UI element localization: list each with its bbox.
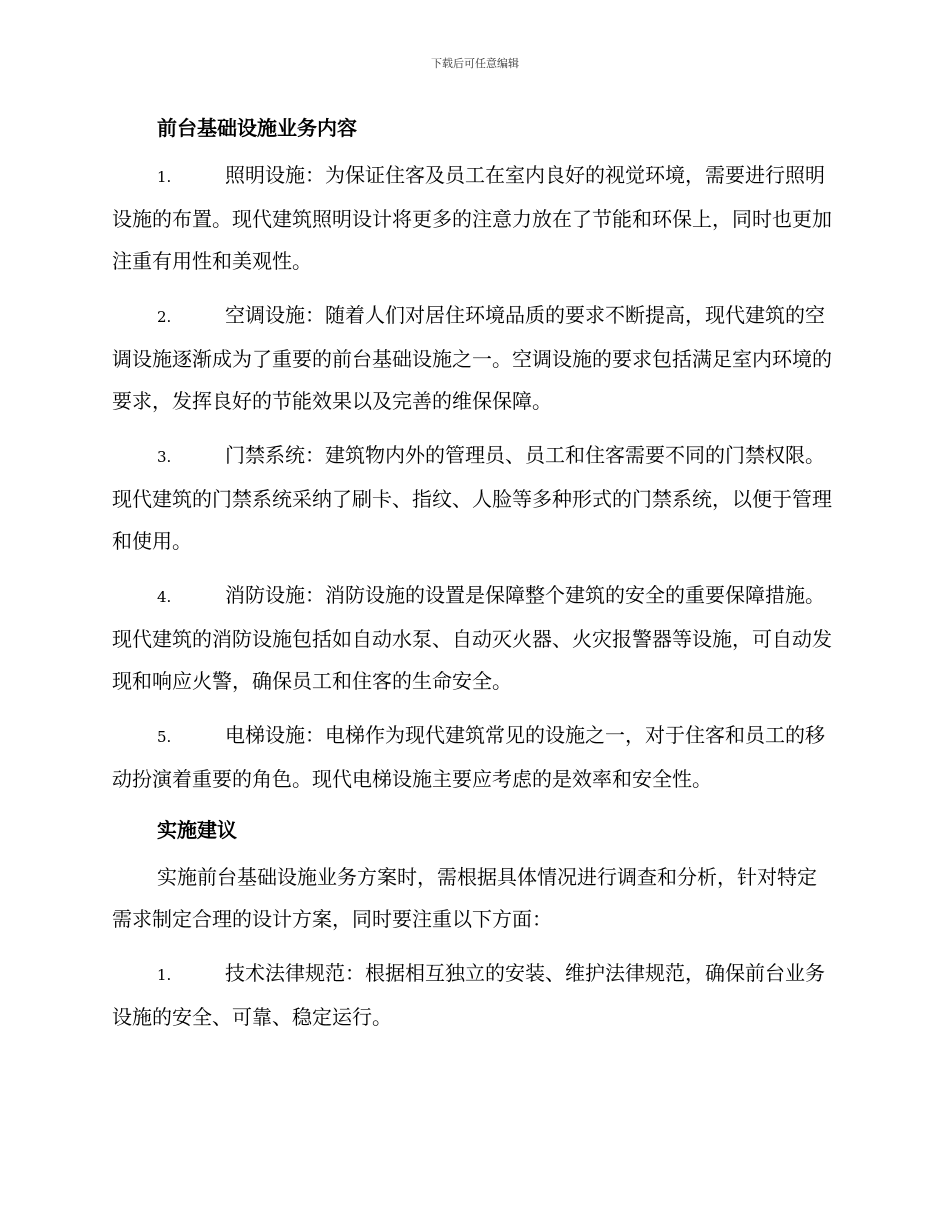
list-item-elevator <box>112 714 834 800</box>
section-heading-infrastructure: 前台基础设施业务内容 <box>157 116 357 140</box>
document-body <box>112 110 834 1050</box>
recommendations-intro: 实施前台基础设施业务方案时，需根据具体情况进行调查和分析，针对特定需求制定合理的设计方案，同时要注重以下方面： <box>112 865 817 931</box>
list-number: 1. <box>157 966 172 984</box>
list-item-lighting <box>112 154 834 282</box>
list-item-text: 照明设施：为保证住客及员工在室内良好的视觉环境，需要进行照明设施的布置。现代建筑照明设计将更多的注意力放在了节能和环保上，同时也更加注重有用性和美观性。 <box>112 163 832 273</box>
list-item-air-conditioning <box>112 294 834 422</box>
list-item-text: 空调设施：随着人们对居住环境品质的要求不断提高，现代建筑的空调设施逐渐成为了重要的前台基础设施之一。空调设施的要求包括满足室内环境的要求，发挥良好的节能效果以及完善的维保保障。 <box>112 303 832 413</box>
list-item-text: 门禁系统：建筑物内外的管理员、员工和住客需要不同的门禁权限。现代建筑的门禁系统采纳了刷卡、指纹、人脸等多种形式的门禁系统，以便于管理和使用。 <box>112 443 832 553</box>
list-number: 4. <box>157 588 172 606</box>
list-item-text: 消防设施：消防设施的设置是保障整个建筑的安全的重要保障措施。现代建筑的消防设施包括如自动水泵、自动灭火器、火灾报警器等设施，可自动发现和响应火警，确保员工和住客的生命安全。 <box>112 583 832 693</box>
list-number: 1. <box>157 168 172 186</box>
list-number: 5. <box>157 728 172 746</box>
list-item-text: 技术法律规范：根据相互独立的安装、维护法律规范，确保前台业务设施的安全、可靠、稳定运行。 <box>112 961 825 1029</box>
page-header: 下载后可任意编辑 <box>431 57 519 70</box>
list-number: 2. <box>157 308 172 326</box>
list-number: 3. <box>157 448 172 466</box>
list-item-fire-protection <box>112 574 834 702</box>
list-item-text: 电梯设施：电梯作为现代建筑常见的设施之一，对于住客和员工的移动扮演着重要的角色。现代电梯设施主要应考虑的是效率和安全性。 <box>112 723 825 791</box>
list-item-access-control <box>112 434 834 562</box>
section-heading-recommendations: 实施建议 <box>157 818 237 842</box>
list-item-legal-standards <box>112 952 834 1038</box>
